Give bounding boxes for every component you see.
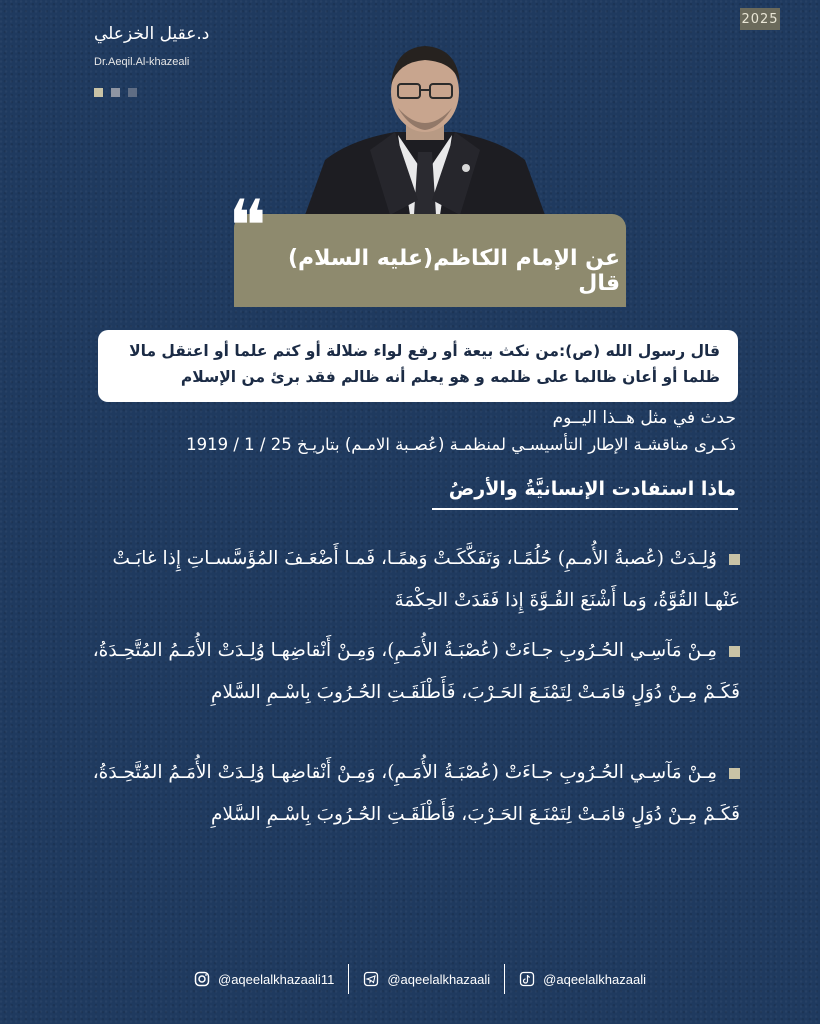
tiktok-link[interactable] [505,971,660,987]
bullet-item [90,538,740,622]
instagram-icon [194,971,210,987]
telegram-handle[interactable]: @aqeelalkhazaali [387,971,491,987]
dot-2 [111,88,120,97]
bullet-text: مِـنْ مَآسِـي الحُـرُوبِ جـاءَتْ (عُصْبَـةُ الأُمَـمِ)، وَمِـنْ أَنْقاضِهـا وُلِـدَتْ الأُمَـمُ المُتَّحِـدَةُ، فَكَـمْ مِـنْ دُوَلٍ قامَـتْ لِتَمْنَـعَ الحَـرْبَ، فَأَطْلَقَـتِ الحُـرُوبَ بِاسْـمِ السَّلامِ [92,762,740,825]
bullet-item [90,630,740,714]
event-title: حدث في مثل هــذا اليــوم [552,408,736,428]
question-heading: ماذا استفادت الإنسانيَّةُ والأرضُ [448,478,736,500]
decorative-dots [94,88,137,97]
bullet-item [90,752,740,836]
bullet-square-icon [729,646,740,657]
author-portrait [290,40,560,215]
dot-1 [94,88,103,97]
hadith-lead: قال رسول الله (ص): [558,342,720,360]
tiktok-handle[interactable]: @aqeelalkhazaali [543,971,646,987]
author-name-arabic: د.عقيل الخزعلي [94,24,210,44]
quote-mark-icon: ❝ [228,184,267,268]
author-name-english: Dr.Aeqil.Al-khazeali [94,56,190,68]
tiktok-icon [519,971,535,987]
instagram-link[interactable] [180,971,348,987]
event-text: ذكـرى مناقشـة الإطار التأسيسـي لمنظمـة (عُصـبة الامـم) بتاريـخ 25 / 1 / 1919 [186,435,736,454]
hadith-box [98,330,738,402]
year-badge: 2025 [740,8,780,30]
question-underline [432,508,738,510]
bullet-text: مِـنْ مَآسِـي الحُـرُوبِ جـاءَتْ (عُصْبَـةُ الأُمَـمِ)، وَمِـنْ أَنْقاضِهـا وُلِـدَتْ الأُمَـمُ المُتَّحِـدَةُ، فَكَـمْ مِـنْ دُوَلٍ قامَـتْ لِتَمْنَـعَ الحَـرْبَ، فَأَطْلَقَـتِ الحُـرُوبَ بِاسْـمِ السَّلامِ [92,640,740,703]
banner-title: عن الإمام الكاظم(عليه السلام) قال [287,246,620,296]
bullet-square-icon [729,554,740,565]
dot-3 [128,88,137,97]
bullet-text: وُلِـدَتْ (عُصبةُ الأُمـمِ) حُلُمًـا، وَتَفَكَّكَـتْ وَهمًـا، فَمـا أَضْعَـفَ المُؤَسَّسـاتِ إِذا غابَـتْ عَنْهـا القُوَّةُ، وَما أَشْنَعَ القُـوَّةَ إِذا فَقَدَتْ الحِكْمَةَ [112,548,740,611]
instagram-handle[interactable]: @aqeelalkhazaali11 [218,971,335,987]
hadith-text: من نكث بيعة أو رفع لواء ضلالة أو كتم علما أو اعتقل مالا ظلما أو أعان ظالما على ظلمه و هو يعلم أنه ظالم فقد برئ من الإسلام [129,342,720,386]
telegram-link[interactable] [349,971,504,987]
social-footer [160,964,680,994]
bullet-square-icon [729,768,740,779]
telegram-icon [363,971,379,987]
